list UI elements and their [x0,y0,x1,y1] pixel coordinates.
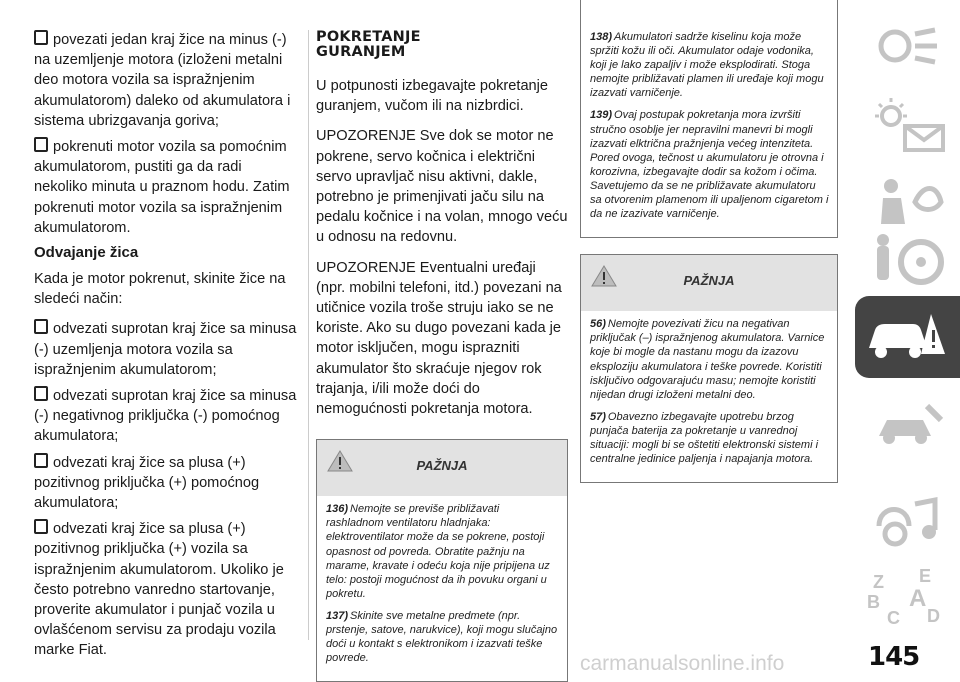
service-wrench-icon[interactable] [865,390,953,454]
index-letters-icon[interactable] [865,568,953,632]
warning-continuation-box [580,0,838,238]
list-item: povezati jedan kraj žice na minus (-) na uzemljenje motora (izloženi metalni deo motora vozila sa ispražnjenim akumulatorom) daleko od akumulatora i sistema ubrizgavanja goriva; [34,32,291,129]
list-item: pokrenuti motor vozila sa pomoćnim akumulatorom, pustiti ga da radi nekoliko minuta u praznom hodu. Zatim pokrenuti motor vozila sa ispražnjenim akumulatorom. [34,139,290,236]
radio-music-icon[interactable] [865,490,953,554]
list-item: odvezati kraj žice sa plusa (+) pozitivnog priključka (+) vozila sa ispražnjenim akumulatorom. Ukoliko je često potrebno vanredno startovanje, proverite akumulator i punjač vozila u ovlašćenom servisu za prodaju vozila marke Fiat. [34,521,284,659]
warning-header [581,255,837,311]
page-number: 145 [868,642,920,672]
paragraph: UPOZORENJE Eventualni uređaji (npr. mobilni telefoni, itd.) povezani na utičnice vozila troše struju iako se ne koriste. Ako su dugo povezani kada je motor isključen, mogu isprazniti akumulator što skraćuje njegov rok trajanja, i/ili može doći do nemogućnosti pokretanja motora. [316,259,562,418]
warning-box [316,439,568,682]
column-divider [308,30,309,640]
svg-text:A: A [909,585,927,612]
svg-text:C: C [887,608,900,628]
paragraph: U potpunosti izbegavajte pokretanje guranjem, vučom ili na nizbrdici. [316,78,549,115]
column-right [580,0,838,483]
steering-wrench-icon[interactable] [865,226,953,290]
warning-note: 139) Ovaj postupak pokretanja mora izvršiti stručno osoblje jer nepravilni manevri bi mogli izazvati elktrična pražnjenja većeg intenziteta. Pored ovoga, tečnost u akumulatoru je otrovna i korozivna, izbegavajte dodir sa kožom i očima. Savetujemo da se ne približavate akumulatoru sa otvorenim plamenom ili upaljenom cigaretom i da ne izazivate varničenje. [590,109,829,221]
active-chapter-tab[interactable] [855,296,960,378]
light-mail-icon[interactable] [865,94,953,158]
warning-note: 136) Nemojte se previše približavati rashladnom ventilatoru hladnjaka: elektroventilator može da se pokrene, postoji opasnost od povreda. Obratite pažnju na marame, kravate i odeću koja nije pripijena uz telo: postoji mogućnost da ih povuku organi u pokretu. [326,503,550,600]
svg-text:Z: Z [873,572,884,592]
section-title: POKRETANJE GURANJEM [316,29,421,60]
svg-text:B: B [867,592,880,612]
bullet-square-icon [34,453,48,468]
warning-note: 57) Obavezno izbegavajte upotrebu brzog punjača baterija za pokretanje u vanrednoj situaciji: mogli bi se oštetiti elektronski sistemi i centralne jedinice paljenja i napajanja motora. [590,410,819,466]
svg-text:E: E [919,568,932,586]
car-accident-icon [855,296,960,378]
list-item: odvezati suprotan kraj žice sa minusa (-) uzemljenja motora vozila sa ispražnjenim akumulatorom; [34,321,297,378]
section-heading: Odvajanje žica [34,244,139,262]
warning-box [580,254,838,483]
warning-header [317,440,567,496]
warning-note: 138) Akumulatori sadrže kiselinu koja može spržiti kožu ili oči. Akumulator odaje vodonika, koji je lako zapaljiv i može eksplodirati. Stoga nemojte približavati plamen ili uređaje koji mogu izazvati varničenje. [590,31,824,100]
paragraph: UPOZORENJE Sve dok se motor ne pokrene, servo kočnica i električni servo upravljač nisu aktivni, dakle, potrebno je primenjivati jaču silu na pedalu kočnice i na volan, mnogo veću u odnosu na redovnu. [316,128,568,246]
warning-note: 137) Skinite sve metalne predmete (npr. prstenje, satove, narukvice), koji mogu slučajno doći u kontakt s elektronikom i izazvati teške povrede. [326,609,558,665]
warning-note: 56) Nemojte povezivati žicu na negativan priključak (–) ispražnjenog akumulatora. Varnice koje bi mogle da nastanu mogu da izazovu eksploziju akumulatora i teške povrede. Koristiti isključivo odgovarajuću masu; nemojte koristiti nijedan drugi izloženi metalni deo. [590,318,825,401]
bullet-square-icon [34,519,48,534]
bullet-square-icon [34,30,48,45]
column-left [34,30,298,667]
column-middle [316,30,568,682]
warning-label: PAŽNJA [416,458,468,474]
chapter-sidebar [855,0,960,678]
paragraph: Kada je motor pokrenut, skinite žice na sledeći način: [34,271,286,308]
bullet-square-icon [34,137,48,152]
svg-text:D: D [927,606,940,626]
watermark: carmanualsonline.info [580,652,785,675]
bullet-square-icon [34,319,48,334]
bullet-square-icon [34,386,48,401]
dashboard-lights-icon[interactable] [865,14,953,78]
list-item: odvezati kraj žice sa plusa (+) pozitivnog priključka (+) pomoćnog akumulatora; [34,454,260,512]
list-item: odvezati suprotan kraj žice sa minusa (-) negativnog priključka (-) pomoćnog akumulatora; [34,388,297,445]
warning-label: PAŽNJA [683,273,735,289]
